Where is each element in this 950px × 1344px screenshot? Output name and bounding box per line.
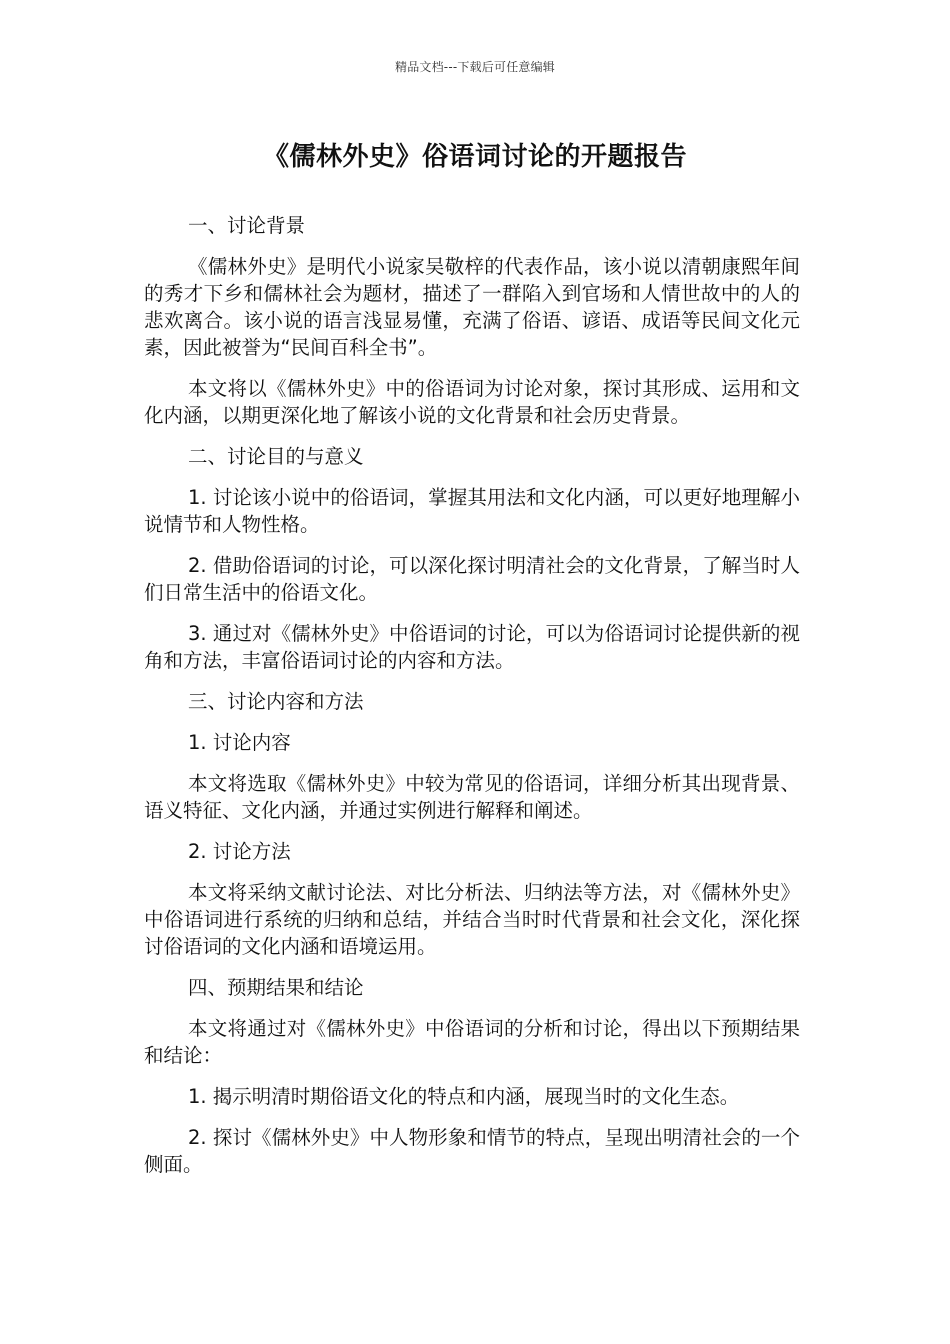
paragraph-background-aim: 本文将以《儒林外史》中的俗语词为讨论对象，探讨其形成、运用和文化内涵，以期更深化地了解该小说的文化背景和社会历史背景。 — [144, 377, 800, 427]
paragraph-content: 本文将选取《儒林外史》中较为常见的俗语词，详细分析其出现背景、语义特征、文化内涵，并通过实例进行解释和阐述。 — [144, 772, 800, 822]
section-heading-background: 一、讨论背景 — [188, 214, 306, 237]
result-item-2: 2. 探讨《儒林外史》中人物形象和情节的特点，呈现出明清社会的一个侧面。 — [144, 1126, 800, 1176]
section-heading-content-method: 三、讨论内容和方法 — [188, 690, 364, 713]
section-heading-purpose: 二、讨论目的与意义 — [188, 445, 364, 468]
paragraph-results-intro: 本文将通过对《儒林外史》中俗语词的分析和讨论，得出以下预期结果和结论： — [144, 1017, 800, 1067]
section-heading-results: 四、预期结果和结论 — [188, 976, 364, 999]
purpose-item-3: 3. 通过对《儒林外史》中俗语词的讨论，可以为俗语词讨论提供新的视角和方法，丰富俗语词讨论的内容和方法。 — [144, 622, 800, 672]
subheading-content: 1. 讨论内容 — [188, 731, 291, 754]
subheading-method: 2. 讨论方法 — [188, 840, 291, 863]
purpose-item-2: 2. 借助俗语词的讨论，可以深化探讨明清社会的文化背景，了解当时人们日常生活中的俗语文化。 — [144, 554, 800, 604]
header-note: 精品文档---下载后可任意编辑 — [395, 60, 555, 74]
purpose-item-1: 1. 讨论该小说中的俗语词，掌握其用法和文化内涵，可以更好地理解小说情节和人物性格。 — [144, 486, 800, 536]
paragraph-method: 本文将采纳文献讨论法、对比分析法、归纳法等方法，对《儒林外史》中俗语词进行系统的归纳和总结，并结合当时时代背景和社会文化，深化探讨俗语词的文化内涵和语境运用。 — [144, 881, 800, 958]
paragraph-background-intro: 《儒林外史》是明代小说家吴敬梓的代表作品，该小说以清朝康熙年间的秀才下乡和儒林社会为题材，描述了一群陷入到官场和人情世故中的人的悲欢离合。该小说的语言浅显易懂，充满了俗语、谚语、成语等民间文化元素，因此被誉为“民间百科全书”。 — [144, 255, 800, 359]
document-title: 《儒林外史》俗语词讨论的开题报告 — [262, 142, 687, 172]
document-body — [144, 212, 800, 1192]
result-item-1: 1. 揭示明清时期俗语文化的特点和内涵，展现当时的文化生态。 — [188, 1085, 740, 1108]
